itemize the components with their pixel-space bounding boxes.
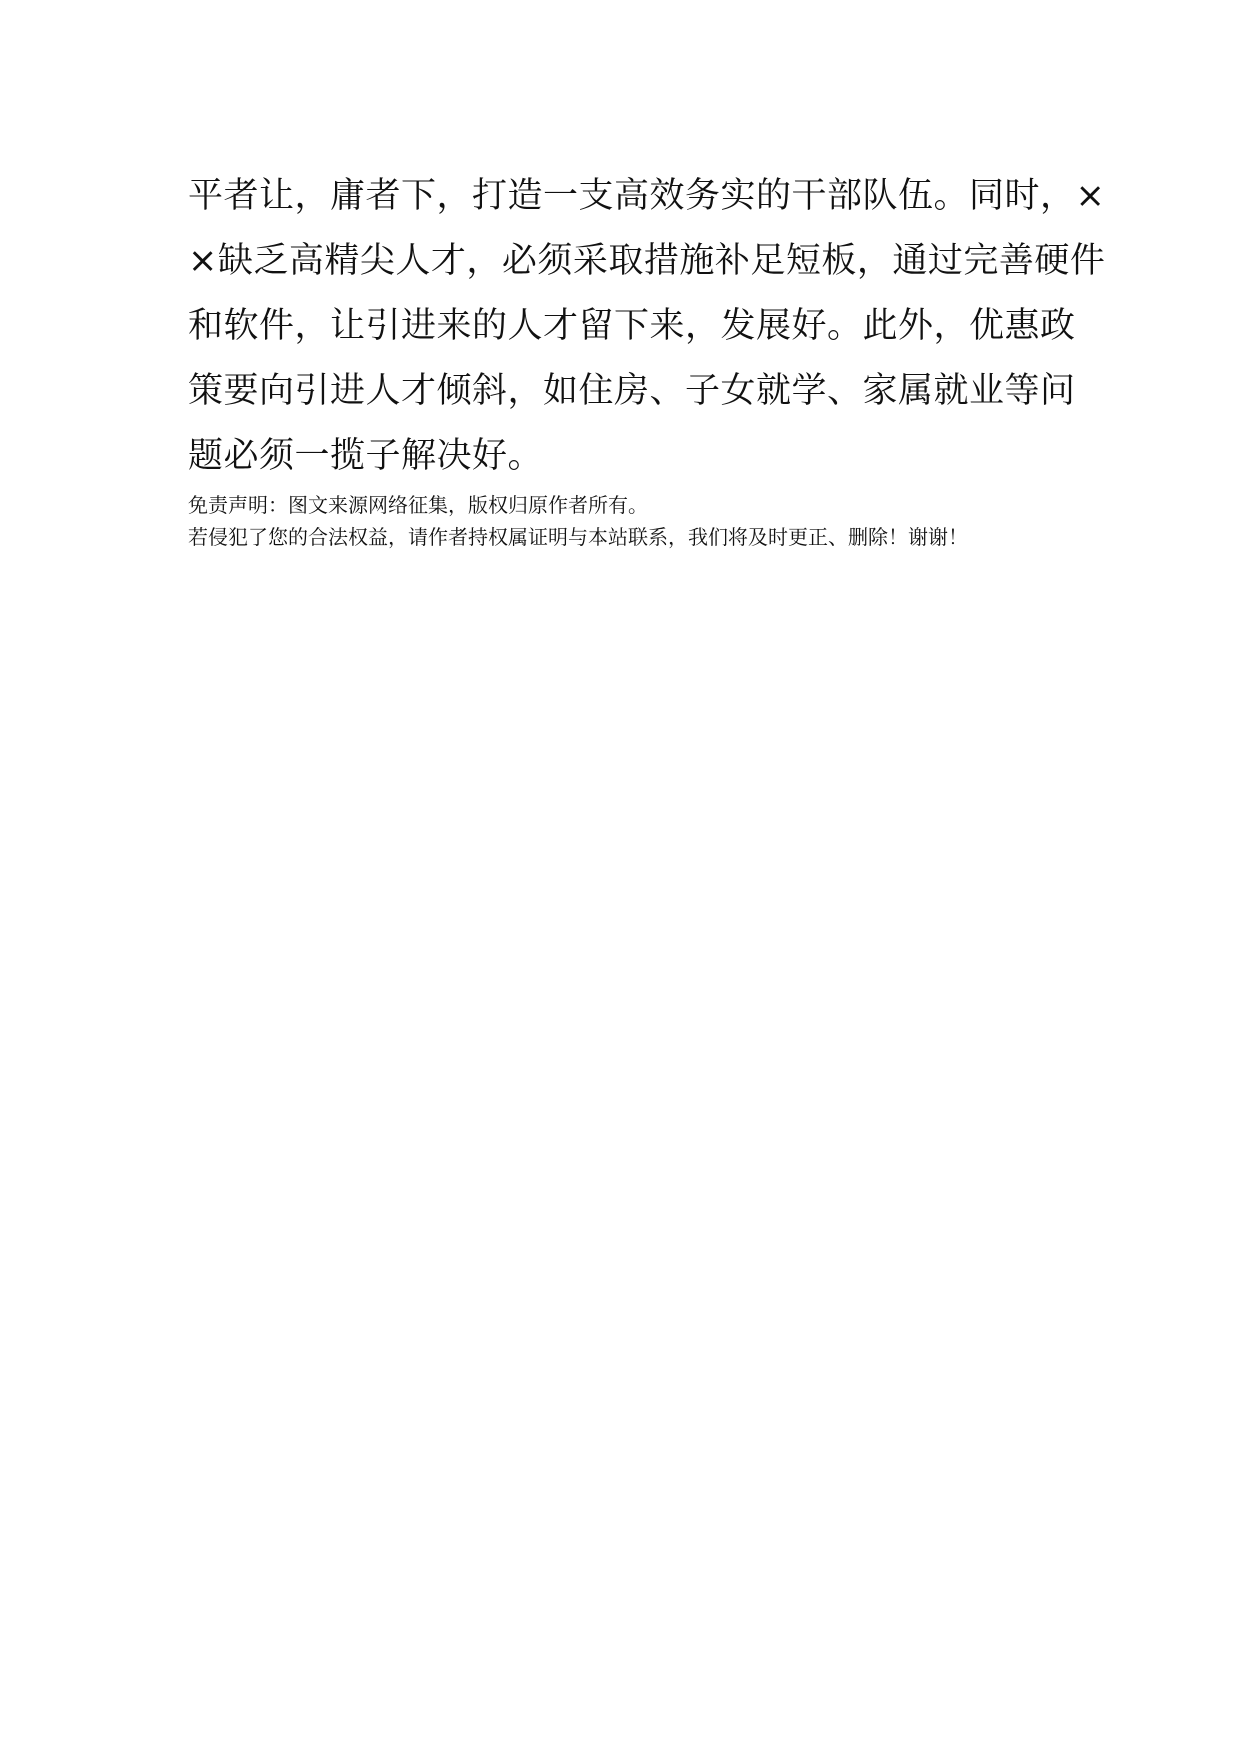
paragraph-line: 策要向引进人才倾斜，如住房、子女就学、家属就业等问 xyxy=(188,371,1076,411)
paragraph-line: ×缺乏高精尖人才，必须采取措施补足短板，通过完善硬件 xyxy=(188,241,1106,281)
body-paragraph xyxy=(188,164,1106,489)
paragraph-line: 平者让，庸者下，打造一支高效务实的干部队伍。同时，× xyxy=(188,176,1106,216)
disclaimer xyxy=(188,489,1088,553)
disclaimer-line-1: 免责声明：图文来源网络征集，版权归原作者所有。 xyxy=(188,493,648,517)
paragraph-line: 和软件，让引进来的人才留下来，发展好。此外，优惠政 xyxy=(188,306,1076,346)
disclaimer-line-2: 若侵犯了您的合法权益，请作者持权属证明与本站联系，我们将及时更正、删除！谢谢！ xyxy=(188,525,968,549)
paragraph-line: 题必须一揽子解决好。 xyxy=(188,436,544,476)
